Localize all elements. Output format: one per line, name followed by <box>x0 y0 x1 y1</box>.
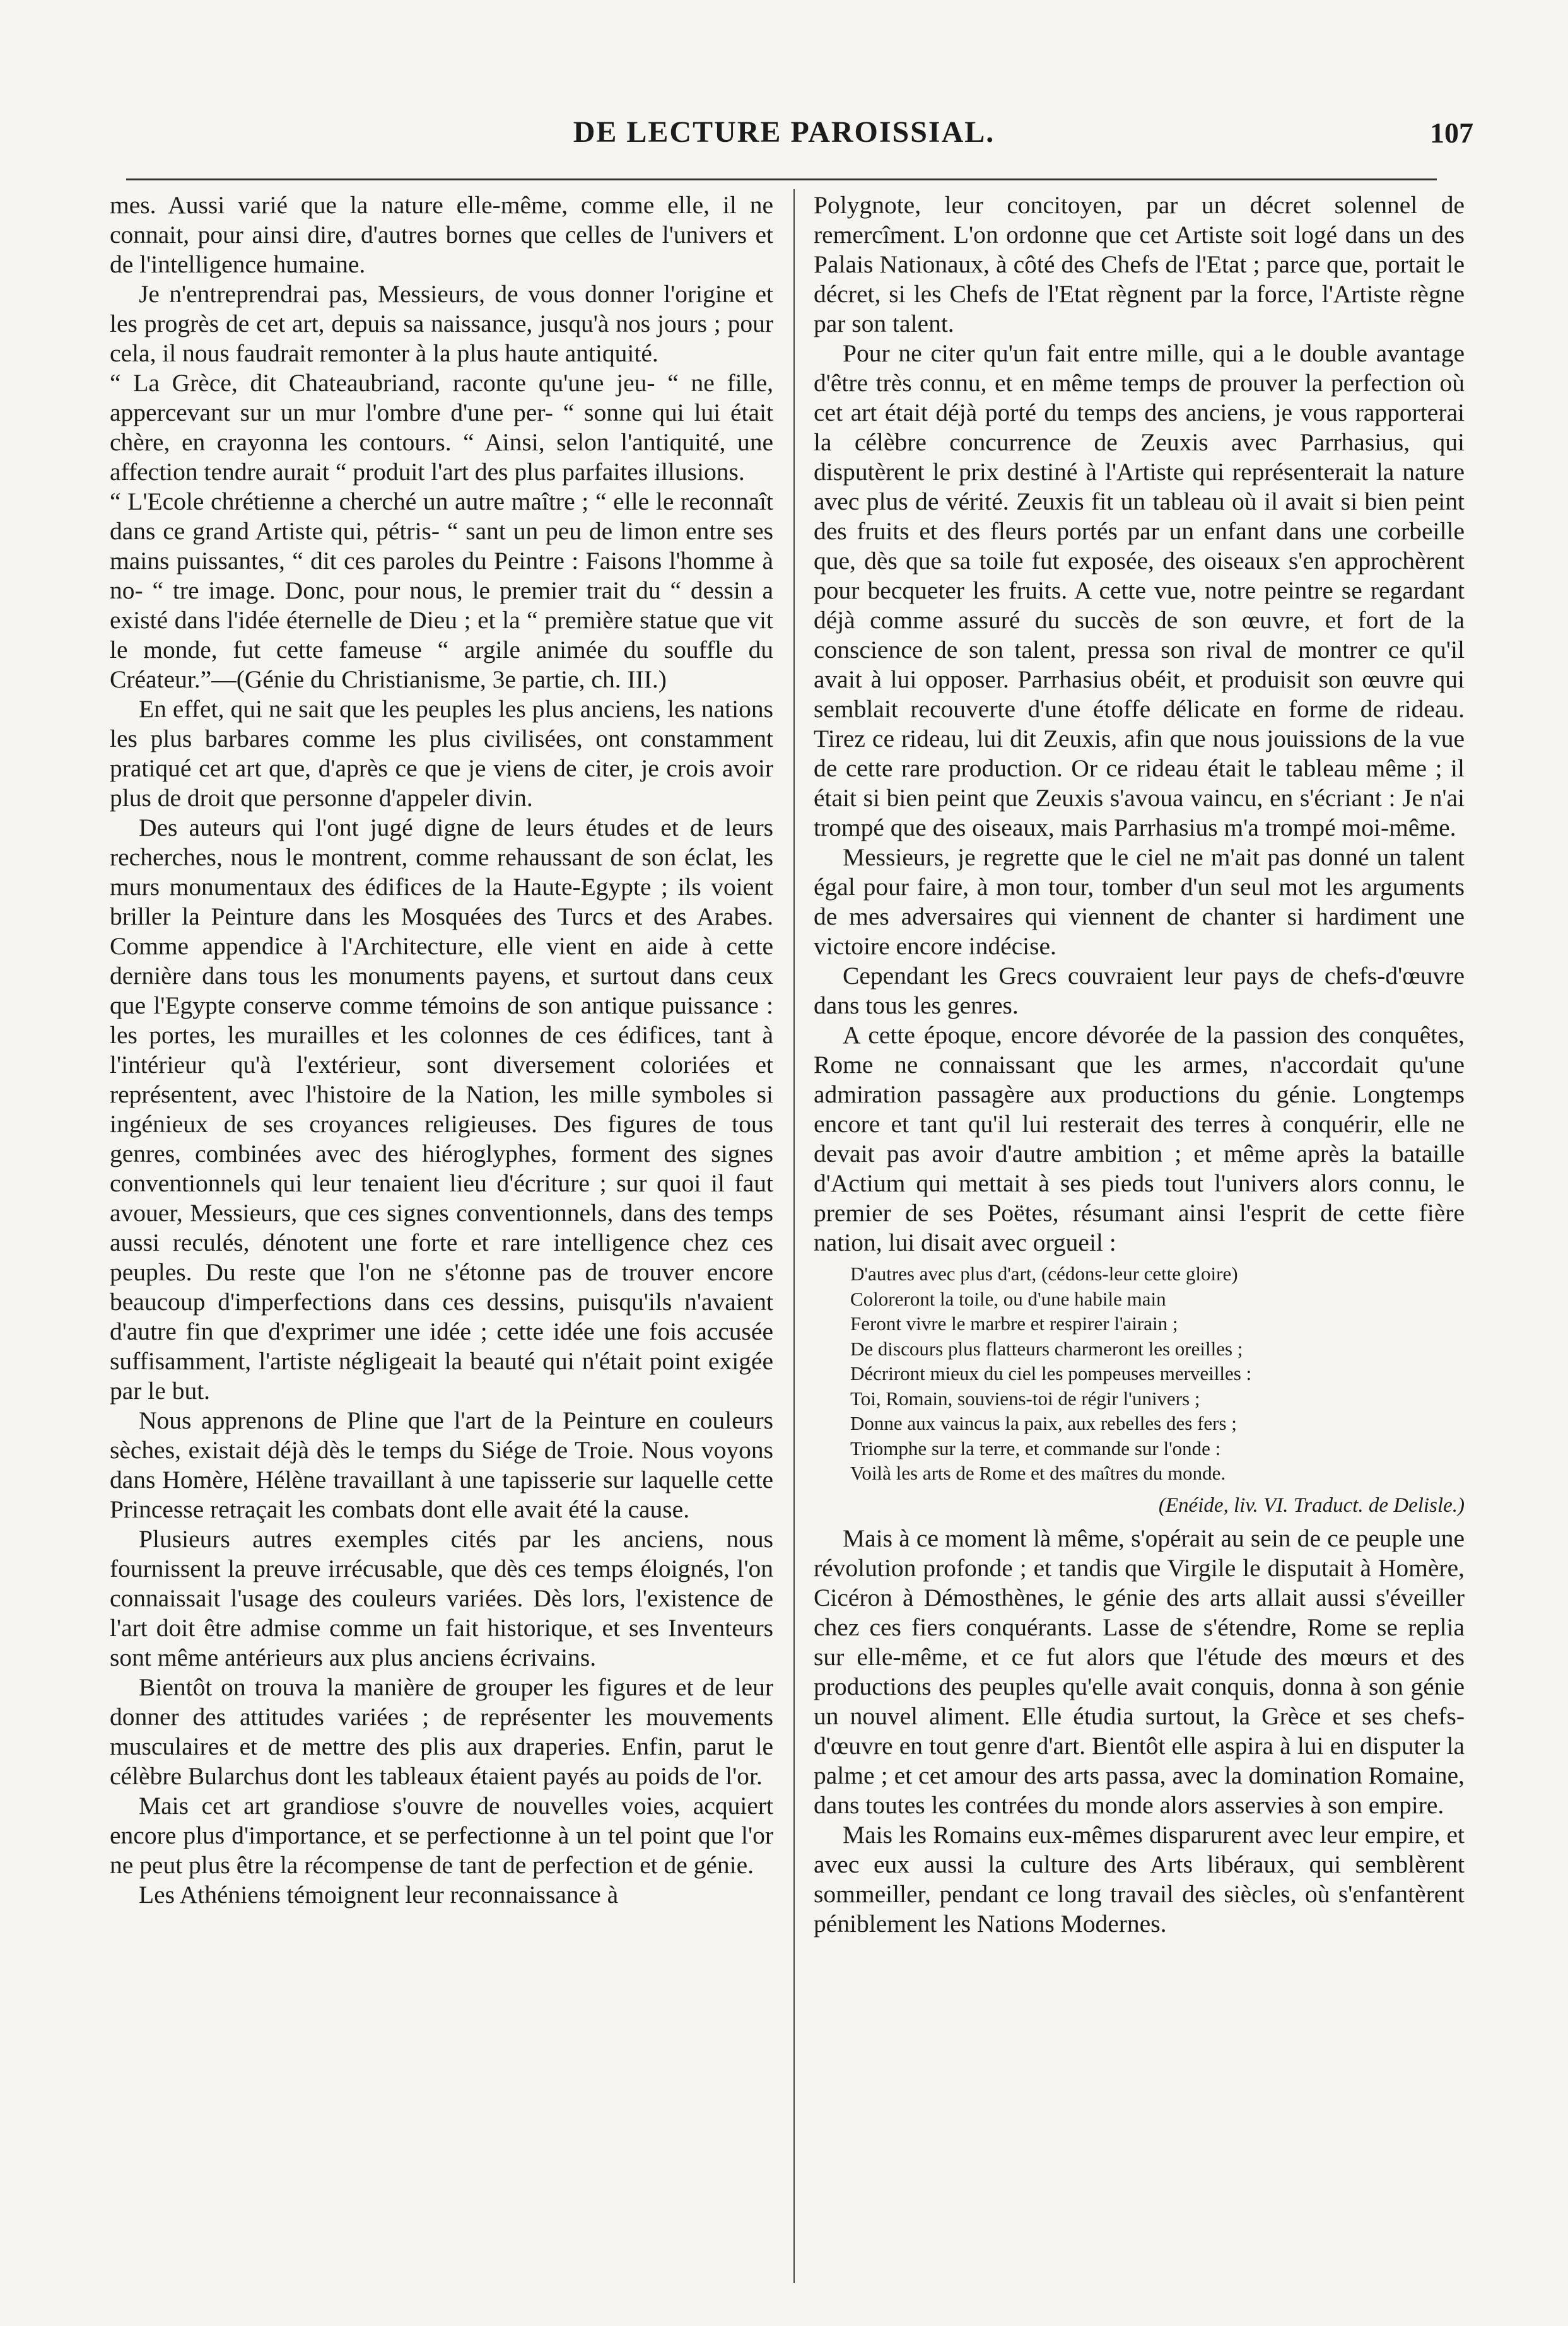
paragraph: Plusieurs autres exemples cités par les anciens, nous fournissent la preuve irrécusable, que dès ces temps éloignés, l'on connaissait l'usage des couleurs variées. Dès lors, l'existence de l'art doit être admise comme un fait historique, et ses Inventeurs sont même antérieurs aux plus anciens écrivains. <box>110 1525 773 1671</box>
paragraph: Les Athéniens témoignent leur reconnaissance à <box>139 1881 619 1908</box>
poem-line: Décriront mieux du ciel les pompeuses merveilles : <box>850 1362 1252 1384</box>
page-number: 107 <box>1430 117 1473 149</box>
quote-paragraph: “ L'Ecole chrétienne a cherché un autre maître ; “ elle le reconnaît dans ce grand Artiste qui, pétris- “ sant un peu de limon entre ses mains puissantes, “ dit ces paroles du Peintre : Faisons l'homme à no- “ tre image. Donc, pour nous, le premier trait du “ dessin a existé dans l'idée éternelle de Dieu ; et la “ première statue que vit le monde, fut cette fameuse “ argile animée du souffle du Créateur.”—(Génie du Christianisme, 3e partie, ch. III.) <box>110 488 773 693</box>
poem-line: Donne aux vaincus la paix, aux rebelles des fers ; <box>850 1412 1237 1434</box>
paragraph: Nous apprenons de Pline que l'art de la Peinture en couleurs sèches, existait déjà dès le temps du Siége de Troie. Nous voyons dans Homère, Hélène travaillant à une tapisserie sur laquelle cette Princesse retraçait les combats dont elle avait été la cause. <box>110 1406 773 1523</box>
paragraph: Mais les Romains eux-mêmes disparurent avec leur empire, et avec eux aussi la culture des Arts libéraux, qui semblèrent sommeiller, pendant ce long travail des siècles, où s'enfantèrent péniblement les Nations Modernes. <box>814 1820 1465 1937</box>
paragraph: Messieurs, je regrette que le ciel ne m'ait pas donné un talent égal pour faire, à mon tour, tomber d'un seul mot les arguments de mes adversaires qui viennent de chanter si hardiment une victoire encore indécise. <box>814 843 1465 960</box>
poem-line: Triomphe sur la terre, et commande sur l'onde : <box>850 1437 1221 1459</box>
paragraph: En effet, qui ne sait que les peuples les plus anciens, les nations les plus barbares comme les plus civilisées, ont constamment pratiqué cet art que, d'après ce que je viens de citer, je crois avoir plus de droit que personne d'appeler divin. <box>110 695 773 812</box>
paragraph: Je n'entreprendrai pas, Messieurs, de vous donner l'origine et les progrès de cet art, depuis sa naissance, jusqu'à nos jours ; pour cela, il nous faudrait remonter à la plus haute antiquité. <box>110 280 773 367</box>
header-rule <box>126 178 1437 180</box>
left-column <box>110 190 773 1910</box>
poem-line: De discours plus flatteurs charmeront les oreilles ; <box>850 1337 1243 1360</box>
paragraph: Bientôt on trouva la manière de grouper les figures et de leur donner des attitudes variées ; de représenter les mouvements musculaires et de mettre des plis aux draperies. Enfin, parut le célèbre Bularchus dont les tableaux étaient payés au poids de l'or. <box>110 1673 773 1790</box>
right-column <box>814 190 1465 1939</box>
poem-line: Toi, Romain, souviens-toi de régir l'univers ; <box>850 1387 1200 1410</box>
poem-line: D'autres avec plus d'art, (cédons-leur cette gloire) <box>850 1263 1238 1285</box>
paragraph: Cependant les Grecs couvraient leur pays de chefs-d'œuvre dans tous les genres. <box>814 962 1465 1019</box>
paragraph: Pour ne citer qu'un fait entre mille, qui a le double avantage d'être très connu, et en même temps de prouver la perfection où cet art était déjà porté du temps des anciens, je vous rapporterai la célèbre concurrence de Zeuxis avec Parrhasius, qui disputèrent le prix destiné à l'Artiste qui représenterait la nature avec plus de vérité. Zeuxis fit un tableau où il avait si bien peint des fruits et des fleurs portés par un enfant dans une corbeille que, dès que sa toile fut exposée, des oiseaux s'en approchèrent pour becqueter les fruits. A cette vue, notre peintre se regardant déjà comme assuré du succès de son œuvre, et fort de la conscience de son talent, pressa son rival de montrer ce qu'il avait à lui opposer. Parrhasius obéit, et produisit son œuvre qui semblait recouverte d'une étoffe délicate en forme de rideau. Tirez ce rideau, lui dit Zeuxis, afin que nous jouissions de la vue de cette rare production. Or ce rideau était le tableau même ; il était si bien peint que Zeuxis s'avoua vaincu, en s'écriant : Je n'ai trompé que des oiseaux, mais Parrhasius m'a trompé moi-même. <box>814 339 1465 841</box>
paragraph: mes. Aussi varié que la nature elle-même, comme elle, il ne connait, pour ainsi dire, d'autres bornes que celles de l'univers et de l'intelligence humaine. <box>110 191 773 278</box>
paragraph: A cette époque, encore dévorée de la passion des conquêtes, Rome ne connaissant que les armes, n'accordait qu'une admiration passagère aux productions du génie. Longtemps encore et tant qu'il lui resterait des terres à conquérir, elle ne devait pas avoir d'autre ambition ; et même après la bataille d'Actium qui mettait à ses pieds tout l'univers alors connu, le premier de ses Poëtes, résumant ainsi l'esprit de cette fière nation, lui disait avec orgueil : <box>814 1021 1465 1256</box>
running-header-title: DE LECTURE PAROISSIAL. <box>573 115 995 149</box>
poem-line: Voilà les arts de Rome et des maîtres du monde. <box>850 1462 1226 1484</box>
paragraph: Mais à ce moment là même, s'opérait au sein de ce peuple une révolution profonde ; et tandis que Virgile le disputait à Homère, Cicéron à Démosthènes, le génie des arts allait aussi s'éveiller chez ces fiers conquérants. Lasse de s'étendre, Rome se replia sur elle-même, et ce fut alors que l'étude des mœurs et des productions des peuples qu'elle avait conquis, donna à son génie un nouvel aliment. Elle étudia surtout, la Grèce et ses chefs-d'œuvre en tout genre d'art. Bientôt elle aspira à lui en disputer la palme ; et cet amour des arts passa, avec la domination Romaine, dans toutes les contrées du monde alors asservies à son empire. <box>814 1524 1465 1819</box>
poem-attribution: (Enéide, liv. VI. Traduct. de Delisle.) <box>1158 1493 1465 1517</box>
poem-line: Coloreront la toile, ou d'une habile main <box>850 1287 1166 1310</box>
column-divider <box>793 189 795 2283</box>
poem-quotation <box>850 1261 1465 1486</box>
quote-paragraph: “ La Grèce, dit Chateaubriand, raconte qu'une jeu- “ ne fille, appercevant sur un mur l'ombre d'une per- “ sonne qui lui était chère, en crayonna les contours. “ Ainsi, selon l'antiquité, une affection tendre aurait “ produit l'art des plus parfaites illusions. <box>110 369 773 486</box>
paragraph: Mais cet art grandiose s'ouvre de nouvelles voies, acquiert encore plus d'importance, et se perfectionne à un tel point que l'or ne peut plus être la récompense de tant de perfection et de génie. <box>110 1792 773 1879</box>
poem-line: Feront vivre le marbre et respirer l'airain ; <box>850 1312 1178 1335</box>
paragraph: Polygnote, leur concitoyen, par un décret solennel de remercîment. L'on ordonne que cet Artiste soit logé dans un des Palais Nationaux, à côté des Chefs de l'Etat ; parce que, portait le décret, si les Chefs de l'Etat règnent par la force, l'Artiste règne par son talent. <box>814 191 1465 337</box>
paragraph: Des auteurs qui l'ont jugé digne de leurs études et de leurs recherches, nous le montrent, comme rehaussant de son éclat, les murs monumentaux des édifices de la Haute-Egypte ; ils voient briller la Peinture dans les Mosquées des Turcs et des Arabes. Comme appendice à l'Architecture, elle vient en aide à cette dernière dans tous les monuments payens, et surtout dans ceux que l'Egypte conserve comme témoins de son antique puissance : les portes, les murailles et les colonnes de ces édifices, tant à l'intérieur qu'à l'extérieur, sont diversement coloriées et représentent, avec l'histoire de la Nation, les mille symboles si ingénieux de ses croyances religieuses. Des figures de tous genres, combinées avec des hiéroglyphes, forment des signes conventionnels qui leur tenaient lieu d'écriture ; sur quoi il faut avouer, Messieurs, que ces signes conventionnels, dans des temps aussi reculés, dénotent une forte et rare intelligence chez ces peuples. Du reste que l'on ne s'étonne pas de trouver encore beaucoup d'imperfections dans ces dessins, puisqu'ils n'avaient d'autre fin que d'exprimer une idée ; cette idée une fois accusée suffisamment, l'artiste négligeait la beauté qui n'était point exigée par le but. <box>110 814 773 1405</box>
